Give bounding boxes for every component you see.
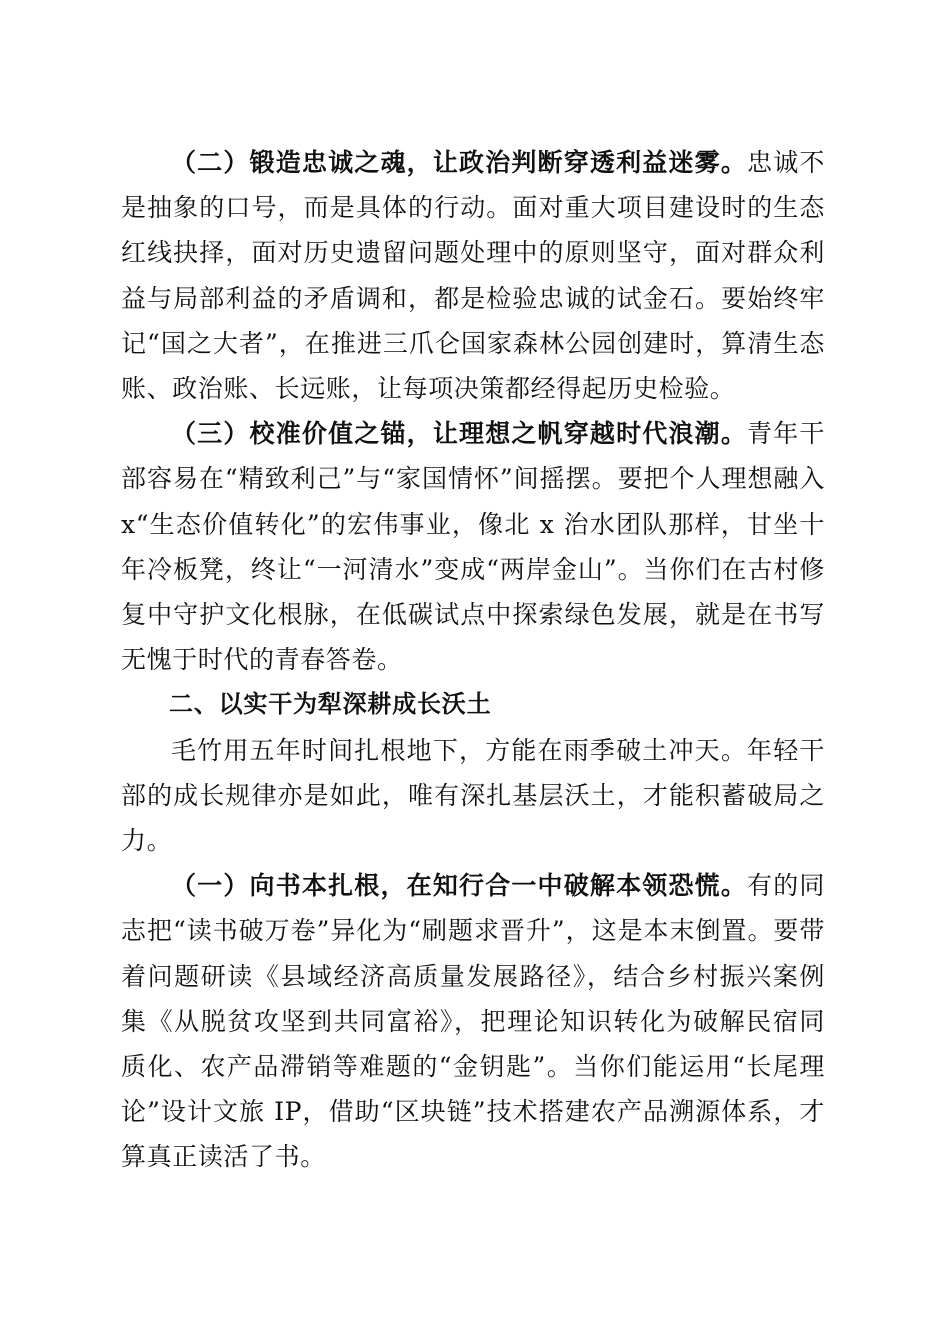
paragraph-loyalty-body: 忠诚不是抽象的口号，而是具体的行动。面对重大项目建设时的生态红线抉择，面对历史遗留问题处理中的原则坚守，面对群众利益与局部利益的矛盾调和，都是检验忠诚的试金石。要始终牢记“国之大者”，在推进三爪仑国家森林公园创建时，算清生态账、政治账、长远账，让每项决策都经得起历史检验。 — [121, 148, 825, 404]
document-body — [121, 140, 825, 1180]
paragraph-values-heading: （三）校准价值之锚，让理想之帆穿越时代浪潮。 — [171, 419, 748, 449]
section-two-intro: 毛竹用五年时间扎根地下，方能在雨季破土冲天。年轻干部的成长规律亦是如此，唯有深扎基层沃土，才能积蓄破局之力。 — [121, 735, 825, 856]
section-two-title: 二、以实干为犁深耕成长沃土 — [169, 690, 492, 719]
paragraph-books-heading: （一）向书本扎根，在知行合一中破解本领恐慌。 — [171, 871, 748, 901]
paragraph-values — [121, 411, 825, 682]
paragraph-books-body: 有的同志把“读书破万卷”异化为“刷题求晋升”，这是本末倒置。要带着问题研读《县域经济高质量发展路径》，结合乡村振兴案例集《从脱贫攻坚到共同富裕》，把理论知识转化为破解民宿同质化、农产品滞销等难题的“金钥匙”。当你们能运用“长尾理论”设计文旅 IP，借助“区块链”技术搭建农产品溯源体系，才算真正读活了书。 — [121, 871, 825, 1172]
paragraph-books — [121, 863, 825, 1179]
paragraph-loyalty-heading: （二）锻造忠诚之魂，让政治判断穿透利益迷雾。 — [171, 148, 748, 177]
paragraph-values-body: 青年干部容易在“精致利己”与“家国情怀”间摇摆。要把个人理想融入 x“生态价值转化”的宏伟事业，像北 x 治水团队那样，甘坐十年冷板凳，终让“一河清水”变成“两岸金山”。当你们在古村修复中守护文化根脉，在低碳试点中探索绿色发展，就是在书写无愧于时代的青春答卷。 — [121, 419, 825, 675]
paragraph-loyalty — [121, 140, 825, 411]
